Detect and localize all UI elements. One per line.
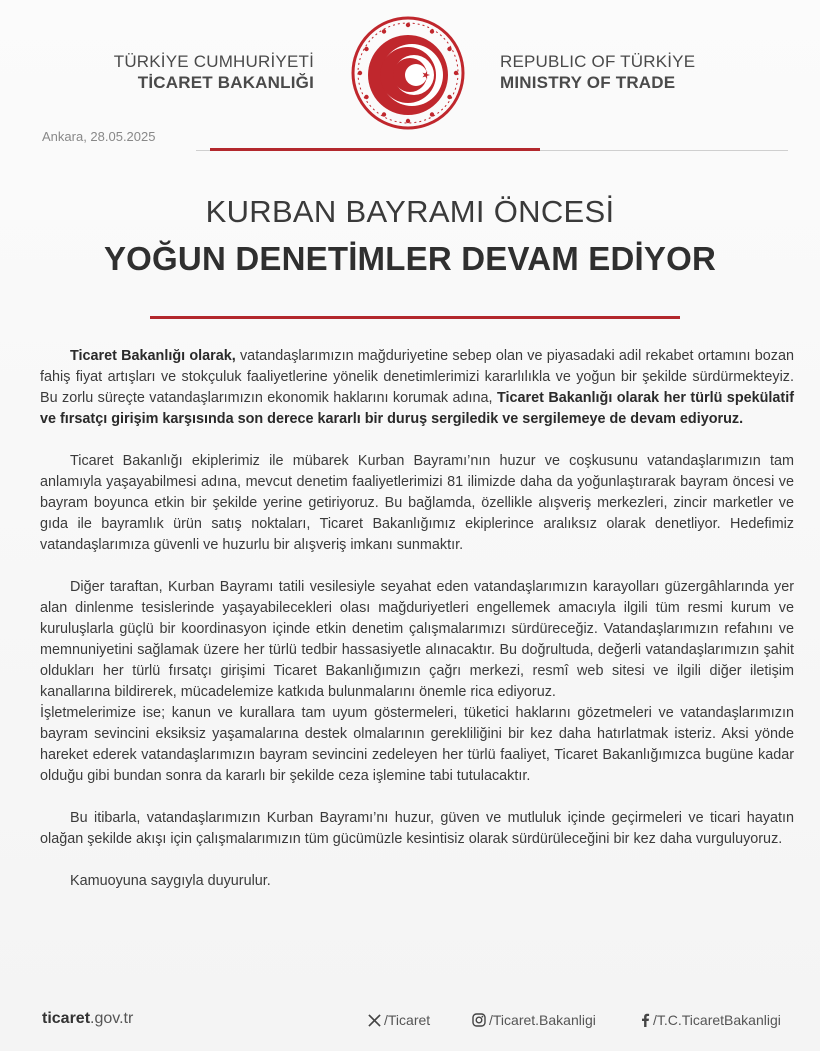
ministry-seal-icon [350,15,466,131]
footer-facebook-link[interactable] [640,1012,781,1028]
footer-x-handle: /Ticaret [384,1012,431,1028]
paragraph-1-bold-tail: Ticaret Bakanlığı olarak her türlü spekülatif ve fırsatçı girişim karşısında son derece kararlı bir duruş sergiledik ve sergilemeye de devam ediyoruz. [40,390,794,427]
footer-facebook-handle: /T.C.TicaretBakanligi [653,1012,781,1028]
header-left-line1: TÜRKİYE CUMHURİYETİ [113,52,314,71]
paragraph-1-text: vatandaşlarımızın mağduriyetine sebep olan ve piyasadaki adil rekabet ortamını bozan fahiş fiyat artışları ve stokçuluk faaliyetlerine yönelik denetimlerimizi kararlılıkla ve yoğun bir şekilde sürdürmekteyiz. Bu zorlu süreçte vatandaşlarımızın ekonomik haklarını korumak adına, [40,348,794,406]
title-accent-rule [150,316,680,319]
release-date: Ankara, 28.05.2025 [42,129,156,144]
header-left-turkish [96,52,314,94]
header-right-line2: MINISTRY OF TRADE [500,73,676,92]
header-left-line2: TİCARET BAKANLIĞI [137,73,314,92]
paragraph-4: İşletmelerimize ise; kanun ve kurallara tam uyum göstermeleri, tüketici haklarını gözetmeleri ve vatandaşlarımızın bayram sevincini eksiksiz yaşamalarına destek olmalarının gerekliliğini bir kez daha hatırlatmak isteriz. Aksi yönde hareket ederek vatandaşlarımızın bayram sevincini zedeleyen her türlü faaliyet, Ticaret Bakanlığımızca bugüne kadar olduğu gibi bundan sonra da kararlı bir şekilde ceza işlemine tabi tutulacaktır. [40,705,794,784]
header-right-line1: REPUBLIC OF TÜRKİYE [500,52,696,71]
footer-site-bold: ticaret [42,1010,91,1027]
header-accent-rule [210,148,540,151]
title-line1: KURBAN BAYRAMI ÖNCESİ [205,194,615,229]
release-body [40,346,794,892]
x-twitter-icon [368,1014,381,1027]
footer-website-link[interactable] [42,1010,133,1028]
instagram-icon [472,1013,486,1027]
title-line2: YOĞUN DENETİMLER DEVAM EDİYOR [103,240,717,277]
facebook-icon [640,1013,650,1027]
paragraph-1-bold-lead: Ticaret Bakanlığı olarak, [70,348,236,364]
paragraph-6-closing: Kamuoyuna saygıyla duyurulur. [70,873,271,889]
paragraph-2: Ticaret Bakanlığı ekiplerimiz ile mübarek Kurban Bayramı’nın huzur ve coşkusunu vatandaşlarımızın tam anlamıyla yaşayabilmesi adına, mevcut denetim faaliyetlerimizi 81 ilimizde daha da yoğunlaştırarak bayram öncesi ve bayram boyunca etkin bir şekilde yerine getiriyoruz. Bu bağlamda, özellikle alışveriş merkezleri, zincir marketler ve gıda ile bayramlık ürün satış noktaları, Ticaret Bakanlığımız ekiplerince aralıksız olarak denetliyor. Hedefimiz vatandaşlarımıza güvenli ve huzurlu bir alışveriş imkanı sunmaktır. [40,453,794,553]
paragraph-5: Bu itibarla, vatandaşlarımızın Kurban Bayramı’nı huzur, güven ve mutluluk içinde geçirmeleri ve ticari hayatın olağan şekilde akışı için çalışmalarımızın tüm gücümüzle kesintisiz olarak sürdürüleceğini bir kez daha vurguluyoruz. [40,810,794,847]
header-right-english [500,52,740,94]
footer [0,1010,820,1034]
footer-x-link[interactable] [368,1012,430,1028]
footer-instagram-link[interactable] [472,1012,596,1028]
footer-instagram-handle: /Ticaret.Bakanligi [489,1012,596,1028]
footer-site-rest: .gov.tr [90,1010,134,1027]
paragraph-1 [40,346,794,430]
paragraph-3: Diğer taraftan, Kurban Bayramı tatili vesilesiyle seyahat eden vatandaşlarımızın karayolları güzergâhlarında yer alan dinlenme tesislerinde yaşayabilecekleri olası mağduriyetleri engellemek amacıyla ilgili tüm resmi kurum ve kuruluşlarla güçlü bir koordinasyon içinde etkin denetim çalışmalarımızı sürdüreceğiz. Vatandaşlarımızın refahını ve memnuniyetini sağlamak üzere her türlü tedbir hassasiyetle alınacaktır. Bu doğrultuda, değerli vatandaşlarımızın şahit oldukları her türlü fırsatçı girişimi Ticaret Bakanlığımızın çağrı merkezi, resmî web sitesi ve ilgili diğer iletişim kanallarına bildirerek, mücadelemize katkıda bulunmalarını önemle rica ediyoruz. [40,579,794,700]
